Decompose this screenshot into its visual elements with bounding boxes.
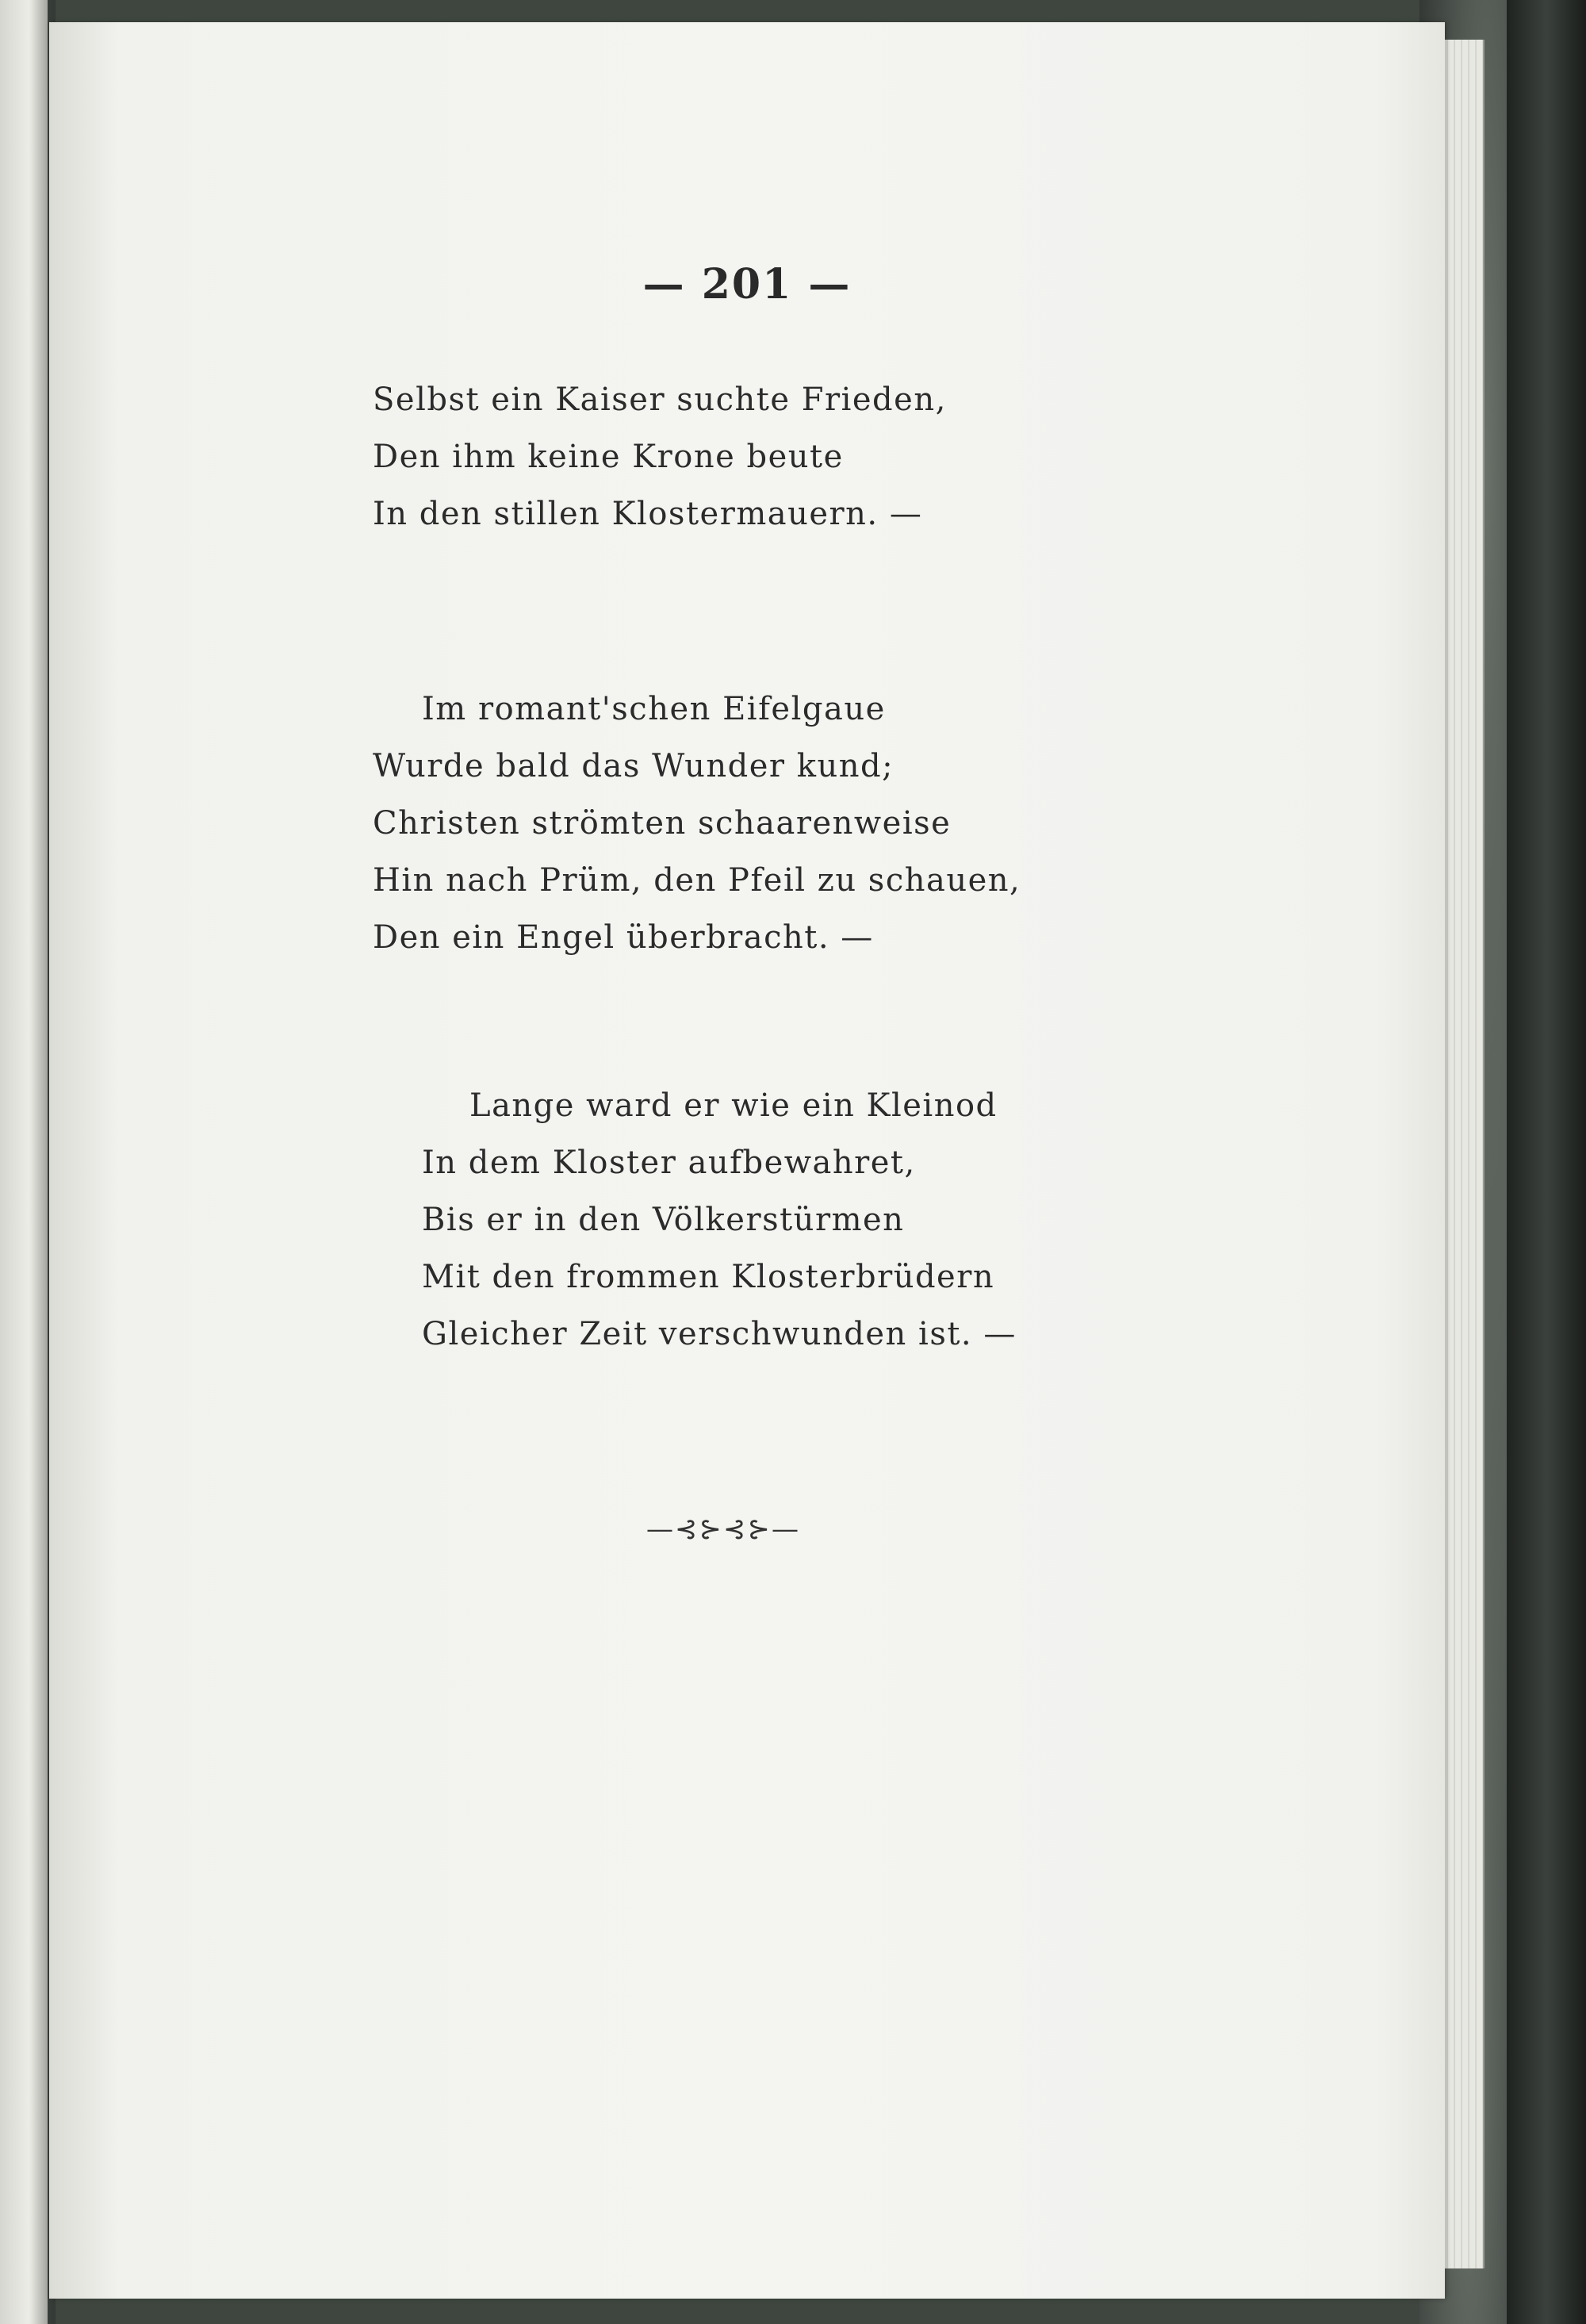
verse-line: Selbst ein Kaiser suchte Frieden, <box>373 382 947 418</box>
verse-line: Lange ward er wie ein Kleinod <box>469 1087 998 1124</box>
verse-line: In den stillen Klostermauern. — <box>373 496 923 532</box>
verse-line: Hin nach Prüm, den Pfeil zu schauen, <box>373 862 1021 899</box>
book-page <box>49 22 1445 2299</box>
verse-line: In dem Kloster aufbewahret, <box>422 1145 916 1181</box>
verse-line: Bis er in den Völkerstürmen <box>422 1202 905 1238</box>
stanza-3 <box>422 1077 1017 1363</box>
verse-line: Im romant'schen Eifelgaue <box>422 691 886 727</box>
book-cover-edge <box>1507 0 1586 2324</box>
stanza-2 <box>373 681 1021 966</box>
verse-line: Christen strömten schaarenweise <box>373 805 952 842</box>
verse-line: Wurde bald das Wunder kund; <box>373 748 895 784</box>
stanza-1 <box>373 371 947 543</box>
verse-line: Den ein Engel überbracht. — <box>373 919 874 956</box>
verse-line: Mit den frommen Klosterbrüdern <box>422 1259 995 1295</box>
page-number: — 201 — <box>642 260 852 309</box>
end-ornament: —⊰⊱⊰⊱— <box>646 1513 800 1545</box>
verse-line: Gleicher Zeit verschwunden ist. — <box>422 1316 1017 1352</box>
verse-line: Den ihm keine Krone beute <box>373 439 844 475</box>
